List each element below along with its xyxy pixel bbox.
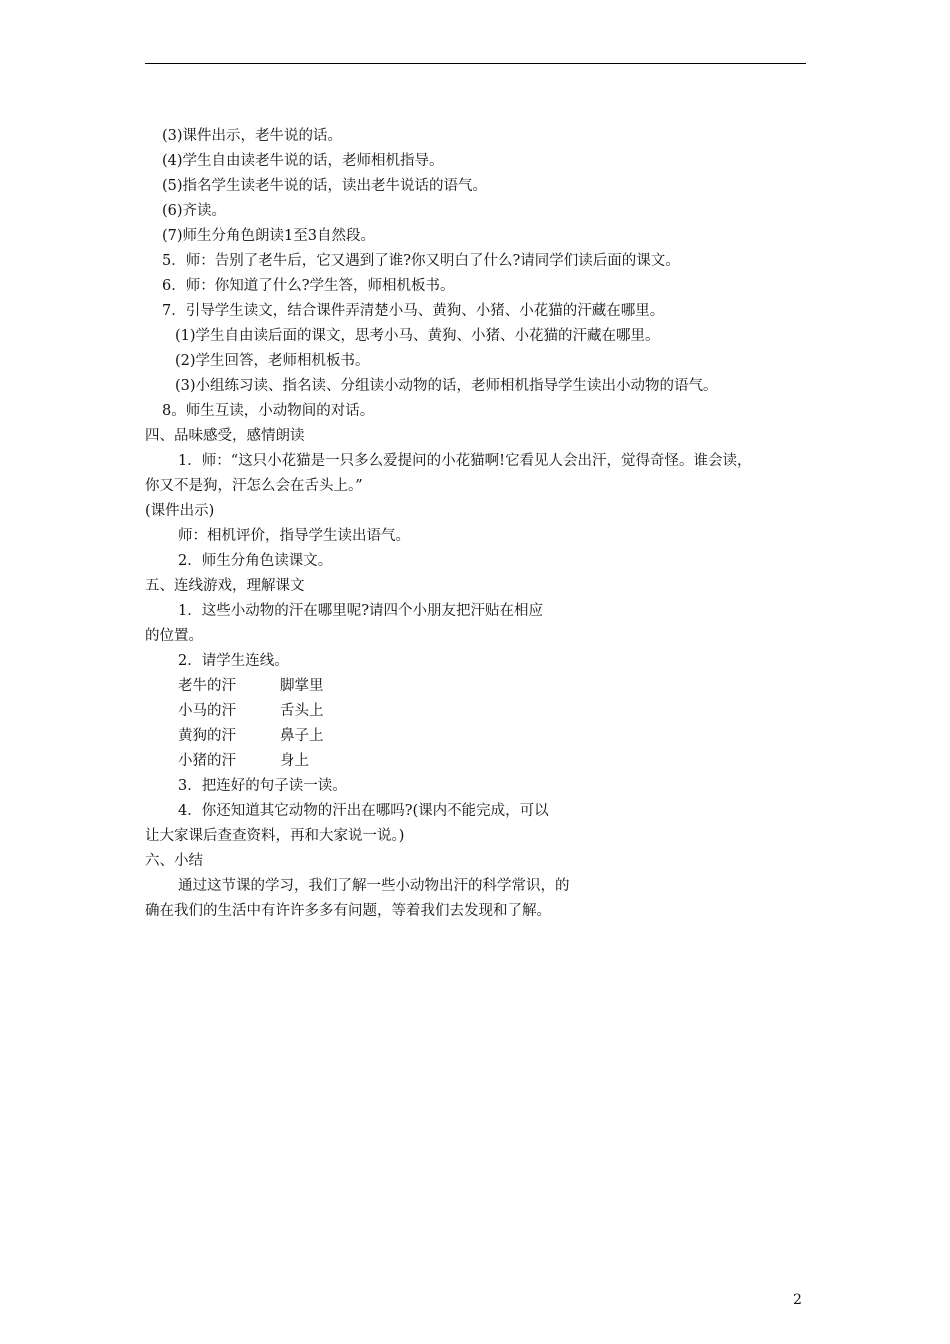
text-line: 通过这节课的学习，我们了解一些小动物出汗的科学常识，的 <box>178 878 570 894</box>
text-line: 的位置。 <box>145 628 203 644</box>
text-line: 1．这些小动物的汗在哪里呢?请四个小朋友把汗贴在相应 <box>178 603 543 619</box>
page-number: 2 <box>793 1292 802 1308</box>
text-line: 5．师：告别了老牛后，它又遇到了谁?你又明白了什么?请同学们读后面的课文。 <box>162 253 680 269</box>
matching-right: 脚掌里 <box>280 678 324 694</box>
text-line: 师：相机评价，指导学生读出语气。 <box>178 528 410 544</box>
text-line: (课件出示) <box>145 503 215 519</box>
text-line: (3)小组练习读、指名读、分组读小动物的话，老师相机指导学生读出小动物的语气。 <box>175 378 718 394</box>
matching-row <box>145 724 815 749</box>
text-line: (7)师生分角色朗读1至3自然段。 <box>162 228 375 244</box>
text-line: 1．师：“这只小花猫是一只多么爱提问的小花猫啊!它看见人会出汗，觉得奇怪。谁会读， <box>178 453 752 469</box>
section-heading: 四、品味感受，感情朗读 <box>145 428 305 444</box>
matching-row <box>145 674 815 699</box>
text-line: (1)学生自由读后面的课文，思考小马、黄狗、小猪、小花猫的汗藏在哪里。 <box>175 328 660 344</box>
text-line: 7．引导学生读文，结合课件弄清楚小马、黄狗、小猪、小花猫的汗藏在哪里。 <box>162 303 665 319</box>
matching-right: 舌头上 <box>280 703 324 719</box>
matching-row <box>145 749 815 774</box>
text-line: 确在我们的生活中有许许多多有问题，等着我们去发现和了解。 <box>145 903 551 919</box>
text-line: 让大家课后查查资料，再和大家说一说。) <box>145 828 405 844</box>
matching-right: 鼻子上 <box>280 728 324 744</box>
text-line: (2)学生回答，老师相机板书。 <box>175 353 370 369</box>
matching-row <box>145 699 815 724</box>
text-line: 8。师生互读，小动物间的对话。 <box>162 403 375 419</box>
document-body <box>145 124 815 924</box>
text-line: 4．你还知道其它动物的汗出在哪吗?(课内不能完成，可以 <box>178 803 549 819</box>
matching-left: 老牛的汗 <box>178 678 236 694</box>
text-line: 2．师生分角色读课文。 <box>178 553 333 569</box>
text-line: 2．请学生连线。 <box>178 653 289 669</box>
section-heading: 六、小结 <box>145 853 203 869</box>
text-line: (6)齐读。 <box>162 203 227 219</box>
text-line: (4)学生自由读老牛说的话，老师相机指导。 <box>162 153 444 169</box>
matching-left: 黄狗的汗 <box>178 728 236 744</box>
text-line: (3)课件出示，老牛说的话。 <box>162 128 343 144</box>
text-line: (5)指名学生读老牛说的话，读出老牛说话的语气。 <box>162 178 488 194</box>
text-line: 3．把连好的句子读一读。 <box>178 778 347 794</box>
matching-left: 小猪的汗 <box>178 753 236 769</box>
text-line: 6．师：你知道了什么?学生答，师相机板书。 <box>162 278 455 294</box>
matching-left: 小马的汗 <box>178 703 236 719</box>
header-rule <box>145 63 806 64</box>
matching-right: 身上 <box>280 753 309 769</box>
section-heading: 五、连线游戏，理解课文 <box>145 578 305 594</box>
text-line: 你又不是狗，汗怎么会在舌头上。” <box>145 478 363 494</box>
